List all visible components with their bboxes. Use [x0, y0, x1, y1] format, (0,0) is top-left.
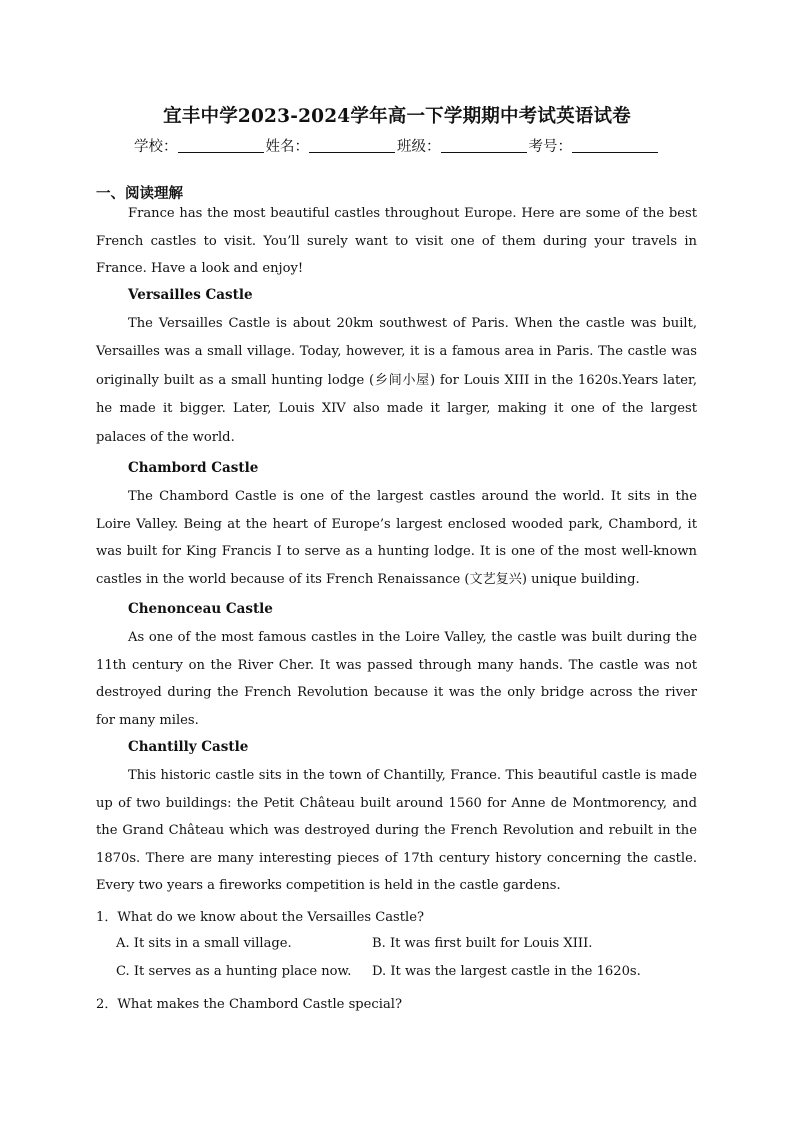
- name-label: 姓名：: [265, 139, 309, 155]
- question-1-option-a[interactable]: A. It sits in a small village.: [116, 936, 292, 951]
- question-1-option-c[interactable]: C. It serves as a hunting place now.: [116, 964, 352, 979]
- passage-intro: France has the most beautiful castles throughout Europe. Here are some of the best French castles to visit. You’ll surely want to visit one of them during your travels in France. Have a look and enjoy!: [96, 206, 697, 277]
- castle-heading-versailles: Versailles Castle: [128, 287, 253, 303]
- castle-text-versailles: The Versailles Castle is about 20km southwest of Paris. When the castle was built, Versailles was a small village. Today, however, it is a famous area in Paris. The castle was originally built as a small hunting lodge (乡间小屋) for Louis XIII in the 1620s.Years later, he made it bigger. Later, Louis XIV also made it larger, making it one of the largest palaces of the world.: [96, 316, 697, 445]
- school-label: 学校：: [134, 139, 178, 155]
- question-1-stem: 1．What do we know about the Versailles Castle?: [96, 910, 424, 925]
- number-blank[interactable]: [572, 138, 658, 153]
- castle-heading-chambord: Chambord Castle: [128, 460, 259, 476]
- exam-title: 宜丰中学2023-2024学年高一下学期期中考试英语试卷: [163, 106, 631, 127]
- question-2-stem: 2．What makes the Chambord Castle special?: [96, 997, 402, 1012]
- castle-text-chenonceau: As one of the most famous castles in the Loire Valley, the castle was built during the 11th century on the River Cher. It was passed through many hands. The castle was not destroyed during the French Revolution because it was the only bridge across the river for many miles.: [96, 630, 697, 728]
- school-blank[interactable]: [178, 138, 264, 153]
- section-title: 一、阅读理解: [96, 186, 183, 202]
- castle-text-chambord: The Chambord Castle is one of the largest castles around the world. It sits in the Loire Valley. Being at the heart of Europe’s largest enclosed wooded park, Chambord, it was built for King Francis I to serve as a hunting lodge. It is one of the most well-known castles in the world because of its French Renaissance (文艺复兴) unique building.: [96, 489, 697, 587]
- question-1-option-d[interactable]: D. It was the largest castle in the 1620s.: [372, 964, 641, 979]
- castle-heading-chantilly: Chantilly Castle: [128, 739, 249, 755]
- class-blank[interactable]: [441, 138, 527, 153]
- castle-heading-chenonceau: Chenonceau Castle: [128, 601, 273, 617]
- class-label: 班级：: [397, 139, 441, 155]
- student-info-line: [0, 135, 794, 156]
- question-1-option-b[interactable]: B. It was first built for Louis XIII.: [372, 936, 593, 951]
- number-label: 考号：: [528, 139, 572, 155]
- name-blank[interactable]: [309, 138, 395, 153]
- castle-text-chantilly: This historic castle sits in the town of Chantilly, France. This beautiful castle is made up of two buildings: the Petit Château built around 1560 for Anne de Montmorency, and the Grand Château which was destroyed during the French Revolution and rebuilt in the 1870s. There are many interesting pieces of 17th century history concerning the castle. Every two years a fireworks competition is held in the castle gardens.: [96, 768, 697, 894]
